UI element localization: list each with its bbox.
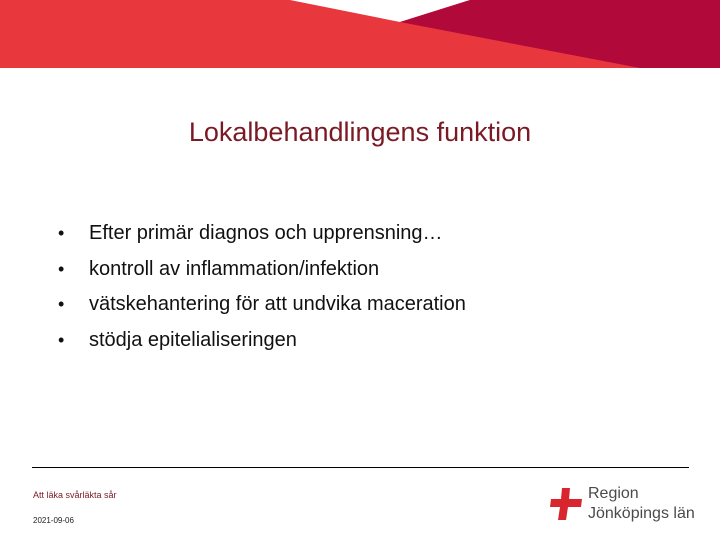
list-item	[58, 323, 466, 359]
logo-line-region: Region	[588, 485, 639, 502]
slide-title: Lokalbehandlingens funktion	[188, 117, 532, 147]
bullet-text: Efter primär diagnos och upprensning…	[89, 222, 443, 244]
list-item	[58, 252, 466, 288]
red-cross-logo-icon	[548, 486, 584, 522]
logo-line-county: Jönköpings län	[588, 505, 695, 522]
bullet-text: kontroll av inflammation/infektion	[89, 257, 380, 280]
list-item	[58, 287, 466, 323]
bullet-dot: •	[58, 294, 65, 314]
list-item	[58, 216, 466, 252]
bullet-list	[58, 216, 466, 358]
bullet-dot: •	[58, 258, 65, 279]
header-banner	[0, 0, 720, 68]
bullet-dot: •	[58, 223, 65, 243]
bullet-text: stödja epitelialiseringen	[89, 328, 297, 351]
footer-date: 2021-09-06	[33, 516, 74, 525]
logo-text	[588, 484, 695, 524]
bullet-text: vätskehantering för att undvika maceration	[89, 293, 466, 315]
footer-divider	[32, 467, 689, 468]
footer-title: Att läka svårläkta sår	[33, 490, 117, 500]
bullet-dot: •	[58, 329, 65, 350]
region-logo	[548, 484, 695, 524]
